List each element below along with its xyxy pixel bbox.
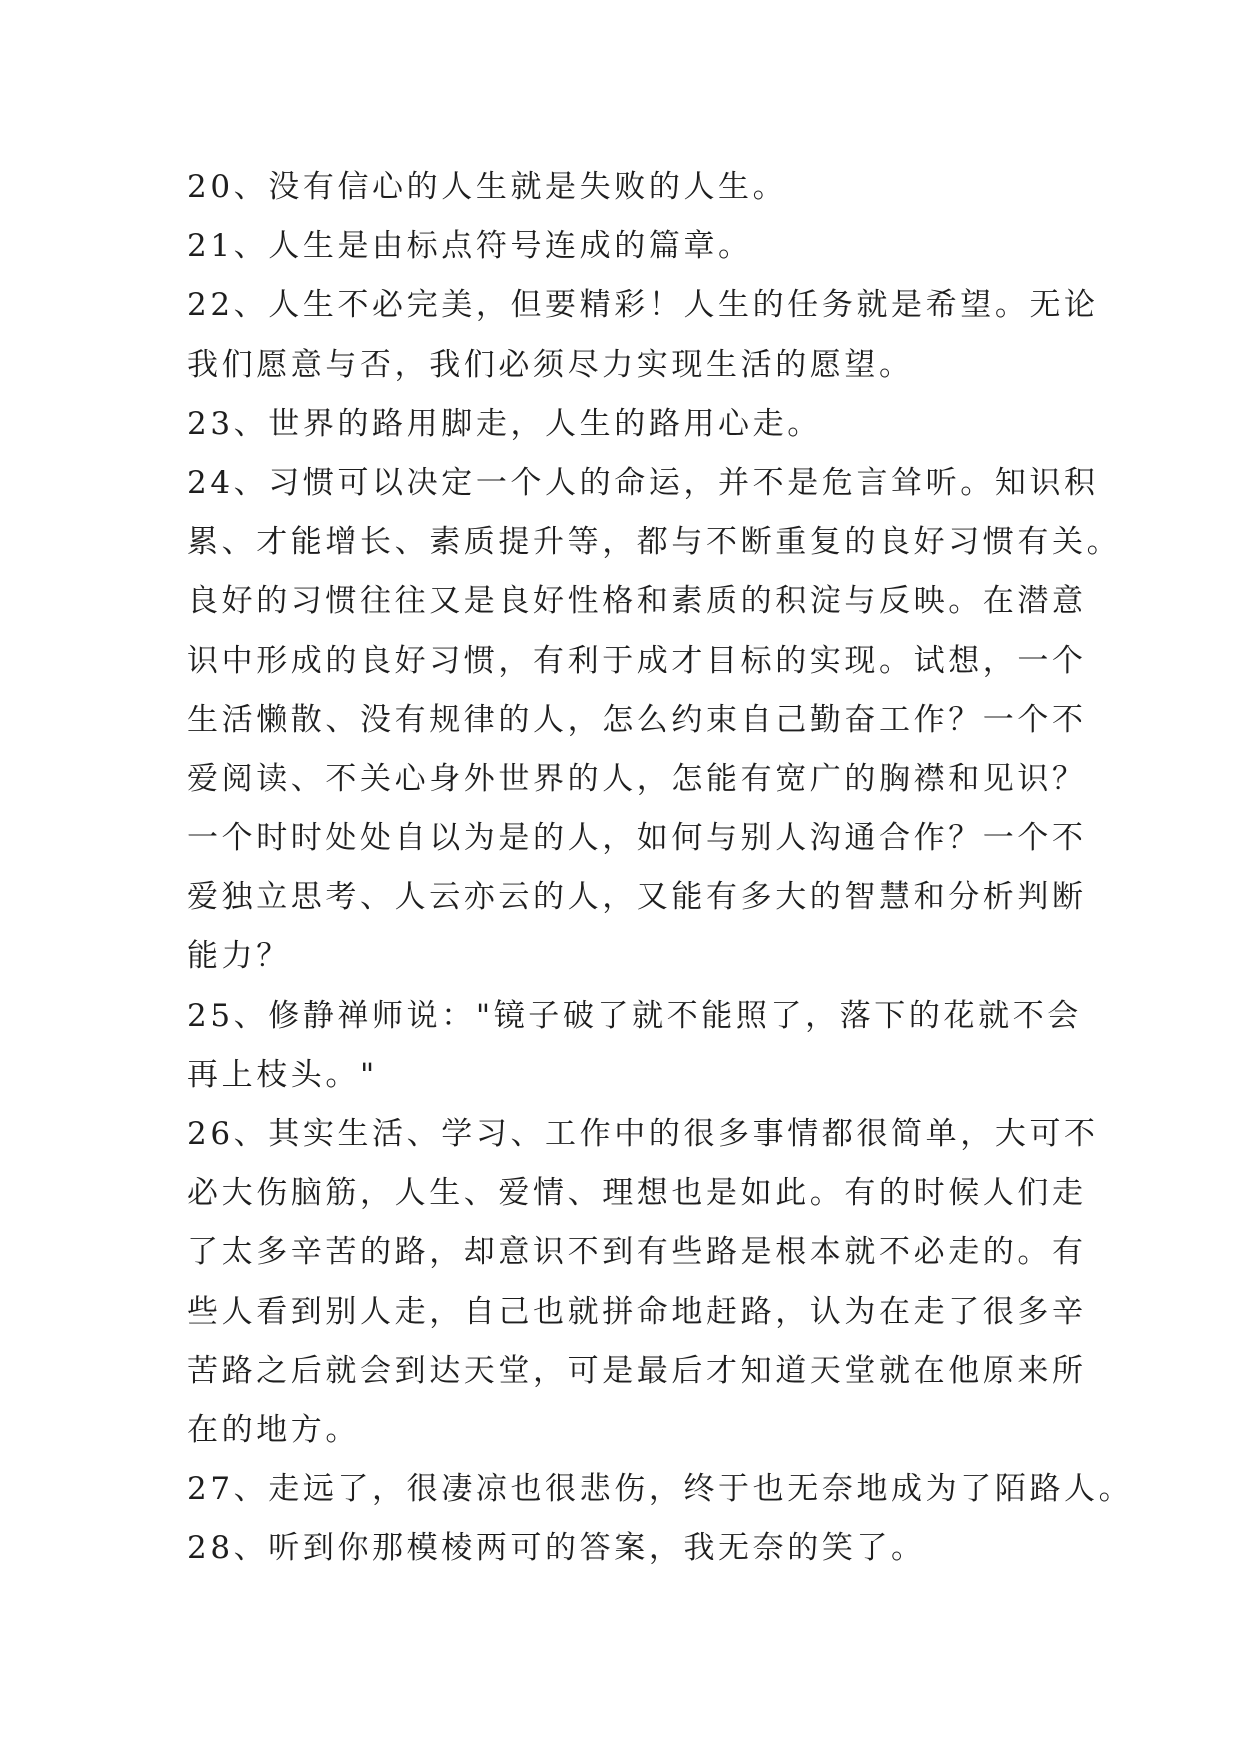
text-line: 25、修静禅师说："镜子破了就不能照了，落下的花就不会 [187,997,1082,1034]
text-line: 爱独立思考、人云亦云的人，又能有多大的智慧和分析判断 [187,879,1087,916]
text-line: 27、走远了，很凄凉也很悲伤，终于也无奈地成为了陌路人。 [187,1471,1134,1508]
text-line: 21、人生是由标点符号连成的篇章。 [187,228,753,265]
text-line: 23、世界的路用脚走，人生的路用心走。 [187,405,822,442]
text-line: 22、人生不必完美，但要精彩！人生的任务就是希望。无论 [187,287,1099,324]
text-line: 20、没有信心的人生就是失败的人生。 [187,169,788,205]
text-line: 能力？ [187,938,291,975]
text-line: 些人看到别人走，自己也就拼命地赶路，认为在走了很多辛 [187,1293,1087,1330]
text-line: 再上枝头。" [187,1056,378,1093]
text-line: 在的地方。 [187,1411,360,1448]
text-line: 累、才能增长、素质提升等，都与不断重复的良好习惯有关。 [187,524,1122,561]
text-line: 我们愿意与否，我们必须尽力实现生活的愿望。 [187,346,914,383]
text-line: 必大伤脑筋，人生、爱情、理想也是如此。有的时候人们走 [187,1175,1087,1212]
text-line: 24、习惯可以决定一个人的命运，并不是危言耸听。知识积 [187,464,1099,501]
text-line: 28、听到你那模棱两可的答案，我无奈的笑了。 [187,1530,926,1567]
text-line: 26、其实生活、学习、工作中的很多事情都很简单，大可不 [187,1116,1099,1152]
text-line: 识中形成的良好习惯，有利于成才目标的实现。试想，一个 [187,642,1087,679]
text-line: 生活懒散、没有规律的人，怎么约束自己勤奋工作？一个不 [187,701,1087,738]
text-line: 爱阅读、不关心身外世界的人，怎能有宽广的胸襟和见识？ [187,760,1087,797]
text-line: 一个时时处处自以为是的人，如何与别人沟通合作？一个不 [187,820,1087,857]
text-line: 苦路之后就会到达天堂，可是最后才知道天堂就在他原来所 [187,1352,1087,1389]
text-line: 了太多辛苦的路，却意识不到有些路是根本就不必走的。有 [187,1234,1087,1271]
text-line: 良好的习惯往往又是良好性格和素质的积淀与反映。在潜意 [187,583,1087,620]
document-body [187,158,1134,1579]
